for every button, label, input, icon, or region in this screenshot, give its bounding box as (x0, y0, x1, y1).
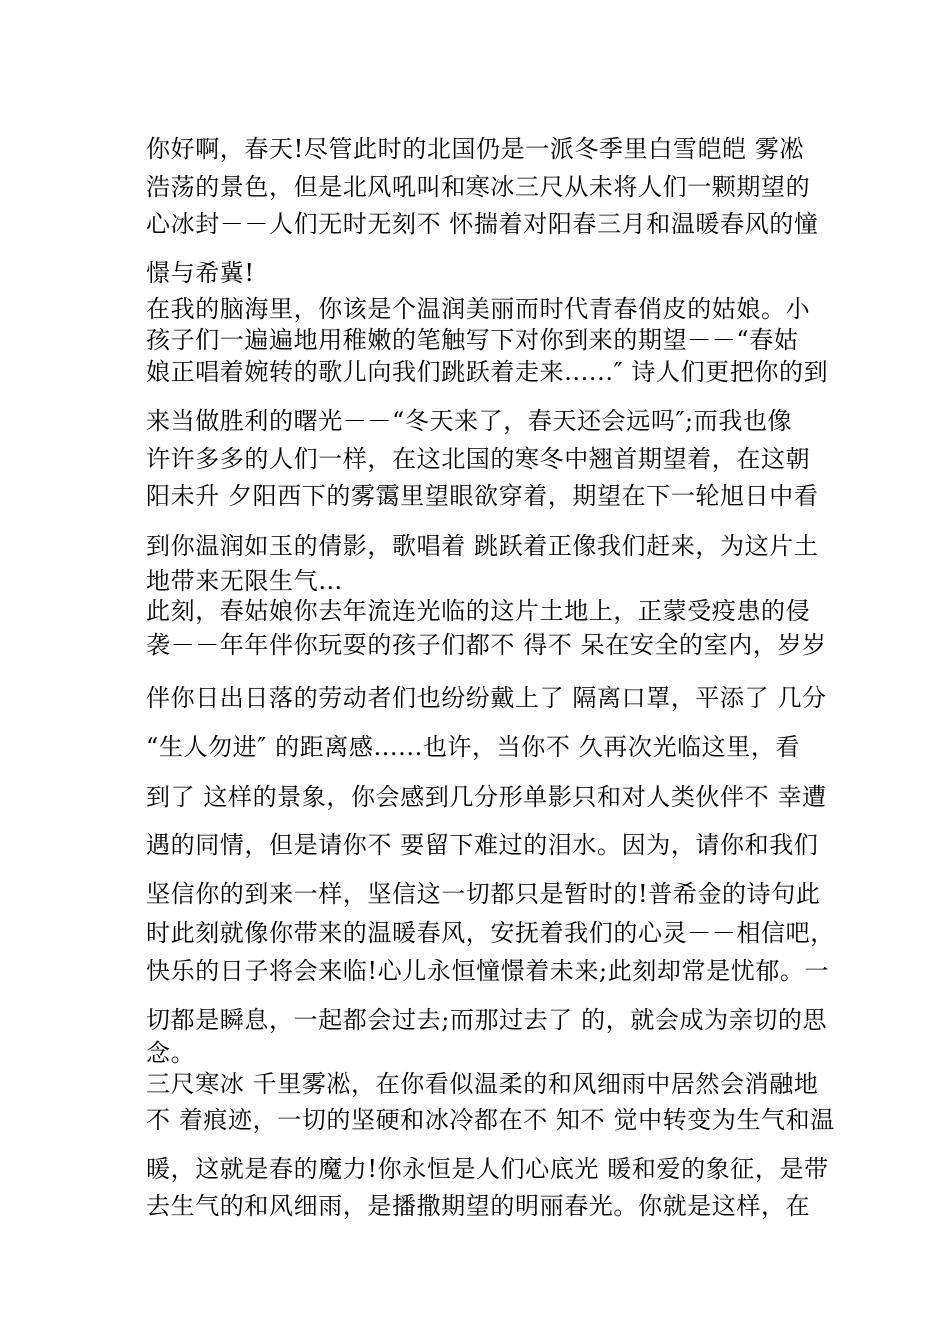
text-line: 许许多多的人们一样，在这北国的寒冬中翘首期望着，在这朝 (146, 445, 811, 473)
text-line: 坚信你的到来一样，坚信这一切都只是暂时的!普希金的诗句此 (146, 880, 821, 908)
text-line: 暖，这就是春的魔力!你永恒是人们心底光 暖和爱的象征，是带 (146, 1155, 829, 1183)
text-line: 心冰封－－人们无时无刻不 怀揣着对阳春三月和温暖春风的憧 (146, 210, 819, 238)
text-line: 孩子们一遍遍地用稚嫩的笔触写下对你到来的期望－－“春姑 (146, 326, 799, 354)
text-line: 地带来无限生气… (146, 567, 343, 595)
text-line: 在我的脑海里，你该是个温润美丽而时代青春俏皮的姑娘。小 (146, 295, 811, 323)
text-line: 遇的同情，但是请你不 要留下难过的泪水。因为，请你和我们 (146, 831, 819, 859)
text-line: 你好啊，春天!尽管此时的北国仍是一派冬季里白雪皑皑 雾凇 (146, 135, 805, 163)
text-line: 到了 这样的景象，你会感到几分形单影只和对人类伙伴不 幸遭 (146, 783, 827, 811)
text-line: 切都是瞬息，一起都会过去;而那过去了 的，就会成为亲切的思 (146, 1006, 828, 1034)
text-line: 浩荡的景色，但是北风吼叫和寒冰三尺从未将人们一颗期望的 (146, 173, 811, 201)
text-line: 时此刻就像你带来的温暖春风，安抚着我们的心灵－－相信吧， (146, 919, 835, 947)
text-line: 袭－－年年伴你玩耍的孩子们都不 得不 呆在安全的室内，岁岁 (146, 631, 827, 659)
text-line: 念。 (146, 1039, 196, 1067)
text-line: 憬与希冀! (146, 259, 255, 287)
text-line: 娘正唱着婉转的歌儿向我们跳跃着走来......″ 诗人们更把你的到 (146, 358, 829, 386)
text-line: 到你温润如玉的倩影，歌唱着 跳跃着正像我们赶来，为这片土 (146, 532, 819, 560)
text-line: 伴你日出日落的劳动者们也纷纷戴上了 隔离口罩，平添了 几分 (146, 684, 827, 712)
text-line: 去生气的和风细雨，是播撒期望的明丽春光。你就是这样，在 (146, 1192, 811, 1220)
text-line: 不 着痕迹，一切的坚硬和冰冷都在不 知不 觉中转变为生气和温 (146, 1106, 835, 1134)
text-line: 来当做胜利的曙光－－“冬天来了，春天还会远吗″;而我也像 (146, 407, 793, 435)
text-line: 快乐的日子将会来临!心儿永恒憧憬着未来;此刻却常是忧郁。一 (146, 957, 830, 985)
text-line: 三尺寒冰 千里雾凇，在你看似温柔的和风细雨中居然会消融地 (146, 1070, 819, 1098)
text-line: “生人勿进″ 的距离感......也许，当你不 久再次光临这里，看 (146, 733, 801, 761)
text-line: 此刻，春姑娘你去年流连光临的这片土地上，正蒙受疫患的侵 (146, 597, 811, 625)
text-line: 阳未升 夕阳西下的雾霭里望眼欲穿着，期望在下一轮旭日中看 (146, 482, 819, 510)
